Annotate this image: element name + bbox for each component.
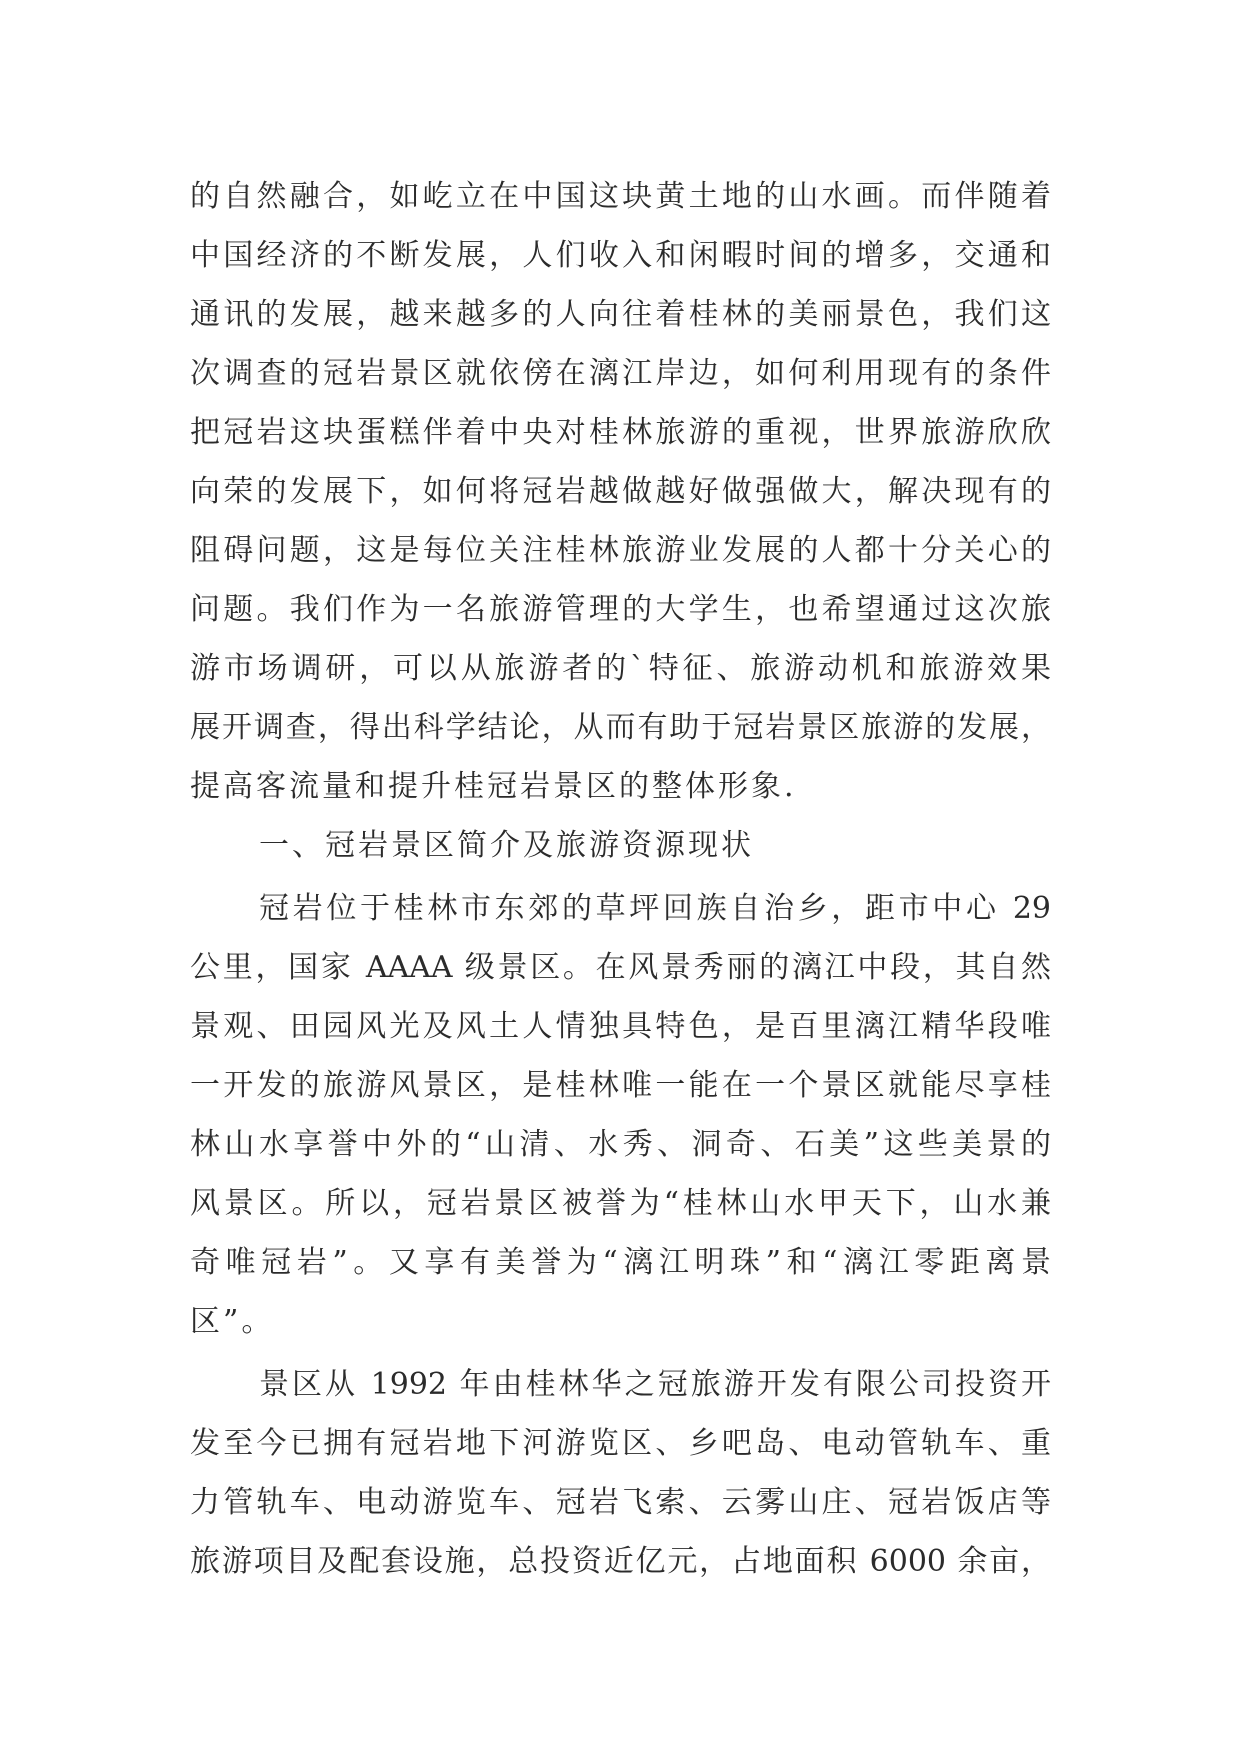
- text-line: 公里，国家 AAAA 级景区。在风景秀丽的漓江中段，其自然: [190, 950, 1051, 985]
- section-heading: 一、冠岩景区简介及旅游资源现状: [259, 828, 754, 863]
- text-line: 林山水享誉中外的“山清、水秀、洞奇、石美”这些美景的: [190, 1127, 1051, 1162]
- text-line: 提高客流量和提升桂冠岩景区的整体形象.: [190, 769, 797, 804]
- text-line: 阻碍问题，这是每位关注桂林旅游业发展的人都十分关心的: [190, 533, 1051, 568]
- text-line: 中国经济的不断发展，人们收入和闲暇时间的增多，交通和: [190, 238, 1051, 273]
- text-line: 一开发的旅游风景区，是桂林唯一能在一个景区就能尽享桂: [190, 1068, 1051, 1103]
- paragraph-overview: [190, 879, 1051, 1351]
- text-line: 奇唯冠岩”。又享有美誉为“漓江明珠”和“漓江零距离景: [190, 1245, 1051, 1280]
- text-line: 通讯的发展，越来越多的人向往着桂林的美丽景色，我们这: [190, 297, 1051, 332]
- text-line: 冠岩位于桂林市东郊的草坪回族自治乡，距市中心 29: [259, 891, 1051, 926]
- text-line: 游市场调研，可以从旅游者的`特征、旅游动机和旅游效果: [190, 651, 1051, 686]
- text-line: 把冠岩这块蛋糕伴着中央对桂林旅游的重视，世界旅游欣欣: [190, 415, 1051, 450]
- text-line: 景观、田园风光及风土人情独具特色，是百里漓江精华段唯: [190, 1009, 1051, 1044]
- paragraph-development: [190, 1355, 1051, 1591]
- text-line: 展开调查，得出科学结论，从而有助于冠岩景区旅游的发展，: [190, 710, 1051, 745]
- text-line: 向荣的发展下，如何将冠岩越做越好做强做大，解决现有的: [190, 474, 1051, 509]
- text-line: 的自然融合，如屹立在中国这块黄土地的山水画。而伴随着: [190, 179, 1051, 214]
- text-line: 风景区。所以，冠岩景区被誉为“桂林山水甲天下，山水兼: [190, 1186, 1051, 1221]
- text-line: 问题。我们作为一名旅游管理的大学生，也希望通过这次旅: [190, 592, 1051, 627]
- text-line: 区”。: [190, 1304, 275, 1339]
- text-line: 力管轨车、电动游览车、冠岩飞索、云雾山庄、冠岩饭店等: [190, 1485, 1051, 1520]
- text-line: 次调查的冠岩景区就依傍在漓江岸边，如何利用现有的条件: [190, 356, 1051, 391]
- document-body: [190, 167, 1051, 1591]
- text-line: 景区从 1992 年由桂林华之冠旅游开发有限公司投资开: [259, 1367, 1051, 1402]
- paragraph-intro: [190, 167, 1051, 816]
- text-line: 旅游项目及配套设施，总投资近亿元，占地面积 6000 余亩，: [190, 1544, 1051, 1579]
- text-line: 发至今已拥有冠岩地下河游览区、乡吧岛、电动管轨车、重: [190, 1426, 1051, 1461]
